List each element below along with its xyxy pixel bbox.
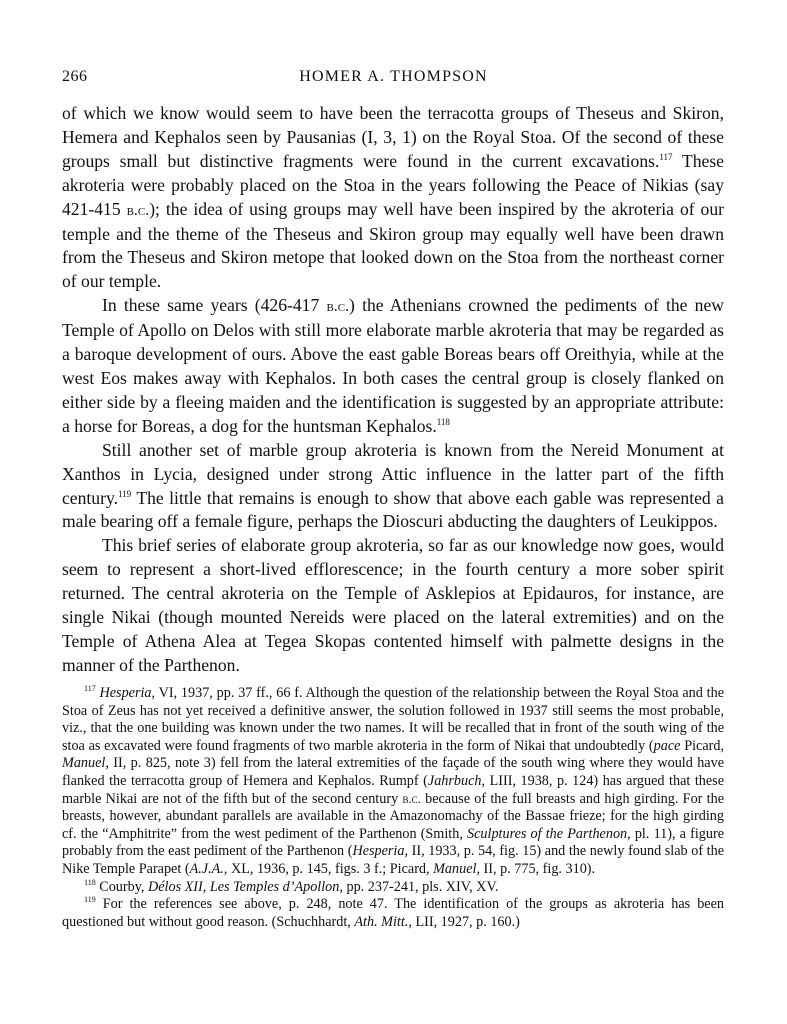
paragraph [62, 102, 724, 294]
text-run: , VI, 1937, pp. 37 ff., 66 f. Although the question of the relationship between the Royal Stoa and the Stoa of Zeus has not yet received a definitive answer, the solution followed in 1937 still seems the most probable, viz., that the one building was known under the two names. It will be recalled that in front of the south wing of the stoa as excavated were found fragments of two marble akroteria in the form of Nikai that undoubtedly ( [62, 685, 724, 754]
main-text [62, 102, 724, 678]
text-run: , LIII, 1938, p. 124) has argued that these marble Nikai are not of the fifth but of the second century [62, 772, 725, 807]
page-header [62, 68, 725, 90]
text-run: , XL, 1936, p. 145, figs. 3 f.; Picard, [223, 860, 434, 877]
text-run: , II, p. 825, note 3) fell from the lateral extremities of the façade of the south wing where they would have flanked the terracotta group of Hemera and Kephalos. Rumpf ( [62, 755, 724, 789]
text-run: In these same years (426-417 [102, 295, 327, 316]
italic-text: Sculptures of the Parthenon [467, 825, 628, 842]
text-run: Still another set of marble group akroteria is known from the Nereid Monument at Xanthos in Lycia, designed under strong Attic influence in the latter part of the fifth century. [62, 439, 724, 508]
text-run: , LII, 1927, p. 160.) [408, 913, 520, 930]
paragraph [62, 294, 724, 438]
text-run: For the references see above, p. 248, note 47. The identification of the groups as akroteria has been questioned but without good reason. (Schuchhardt, [62, 896, 724, 930]
text-run: , II, 1933, p. 54, fig. 15) and the newly found slab of the Nike Temple Parapet ( [62, 843, 724, 877]
page-number: 266 [62, 68, 88, 85]
paragraph [62, 439, 724, 535]
running-head: HOMER A. THOMPSON [299, 68, 488, 85]
text-run: b.c. [402, 791, 421, 806]
text-run: Courby, [95, 878, 148, 895]
text-run: This brief series of elaborate group akroteria, so far as our knowledge now goes, would seem to represent a short-lived efflorescence; in the fourth century a more sober spirit returned. The central akroteria on the Temple of Asklepios at Epidauros, for instance, are single Nikai (though mounted Nereids were placed on the lateral extremities) and on the Temple of Athena Alea at Tegea Skopas contented himself with palmette designs in the manner of the Parthenon. [62, 535, 724, 675]
footnote-marker: 118 [84, 877, 96, 887]
footnote-marker: 117 [659, 151, 673, 162]
footnote [62, 879, 724, 897]
italic-text: Délos XII, Les Temples d’Apollon [147, 878, 340, 895]
text-run: The little that remains is enough to show that above each gable was represented a male bearing off a female figure, perhaps the Dioscuri abducting the daughters of Leukippos. [62, 487, 724, 532]
footnote [62, 896, 724, 931]
footnote-marker: 117 [84, 684, 96, 693]
italic-text: Ath. Mitt. [354, 913, 409, 930]
italic-text: pace [653, 737, 681, 754]
italic-text: Manuel [62, 755, 106, 772]
text-run: Picard, [680, 737, 724, 754]
text-run: ) the Athenians crowned the pediments of the new Temple of Apollo on Delos with still more elaborate marble akroteria that may be regarded as a baroque development of ours. Above the east gable Boreas bears off Oreithyia, while at the west Eos makes away with Kephalos. In both cases the central group is closely flanked on either side by a fleeing maiden and the identification is suggested by an appropriate attribute: a horse for Boreas, a dog for the huntsman Kephalos. [62, 295, 724, 436]
text-run: of which we know would seem to have been the terracotta groups of Theseus and Skiron, Hemera and Kephalos seen by Pausanias (I, 3, 1) on the Royal Stoa. Of the second of these groups small but distinctive fragments were found in the current excavations. [62, 103, 724, 171]
footnotes [62, 685, 724, 931]
paragraph [62, 534, 724, 677]
italic-text: Hesperia [99, 685, 152, 701]
italic-text: Manuel [433, 860, 477, 877]
italic-text: A.J.A. [189, 860, 224, 877]
text-run: , pl. 11), a figure probably from the east pediment of the Parthenon ( [62, 825, 724, 860]
text-run: b.c. [126, 201, 150, 219]
footnote-marker: 118 [436, 416, 450, 427]
text-run: because of the full breasts and high girding. For the breasts, however, abundant parallels are available in the Amazonomachy of the Bassae frieze; for the high girding cf. the “Amphitrite” from the west pediment of the Parthenon (Smith, [62, 790, 724, 842]
italic-text: Hesperia [352, 843, 405, 860]
italic-text: Jahrbuch [427, 772, 482, 789]
text-run: , pp. 237-241, pls. XIV, XV. [339, 878, 499, 895]
text-run: , II, p. 775, fig. 310). [476, 860, 596, 877]
footnote-marker: 119 [118, 488, 132, 499]
footnote [62, 685, 724, 879]
text-run: These akroteria were probably placed on the Stoa in the years following the Peace of Nikias (say 421-415 [62, 150, 724, 219]
footnote-marker: 119 [84, 895, 96, 905]
text-run: b.c. [326, 298, 350, 316]
text-run: ); the idea of using groups may well have been inspired by the akroteria of our temple and the theme of the Theseus and Skiron group may equally well have been drawn from the Theseus and Skiron metope that looked down on the Stoa from the northeast corner of our temple. [62, 198, 724, 292]
